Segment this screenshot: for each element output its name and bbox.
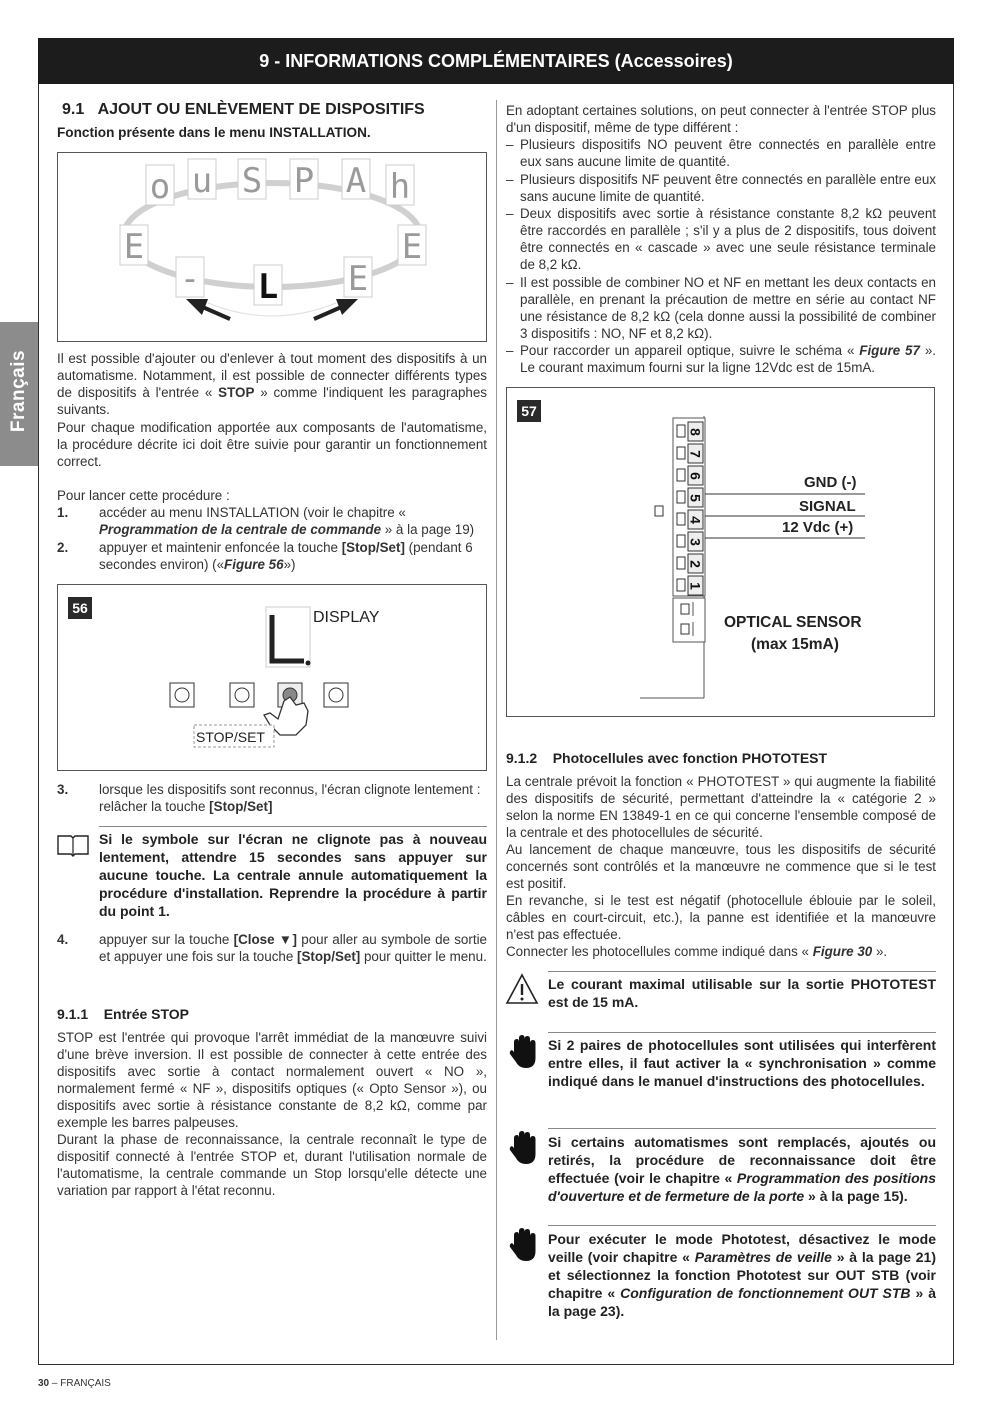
hand-sync: Si 2 paires de photocellules sont utilisées qui interfèrent entre elles, il faut activer la « synchronisation » comme indiqué dans le manuel d'instructions des photocellules.	[548, 1037, 936, 1089]
vdc-label: 12 Vdc (+)	[782, 519, 854, 536]
gnd-label: GND (-)	[804, 474, 857, 491]
hand-rule-3	[548, 1225, 936, 1226]
svg-text:6: 6	[687, 472, 704, 480]
svg-text:A: A	[345, 161, 367, 201]
display-digit-4	[290, 159, 318, 201]
display-digit-2	[188, 159, 216, 201]
section-header	[38, 38, 954, 84]
para-modification: Pour chaque modification apportée aux composants de l'automatisme, la procédure décrite ici doit être suivie pour garantir un fonctionnement correct.	[57, 420, 487, 469]
svg-text:S: S	[241, 161, 263, 201]
svg-text:8: 8	[687, 428, 704, 436]
svg-text:4: 4	[687, 516, 704, 524]
svg-text:h: h	[389, 167, 411, 207]
button-1[interactable]	[170, 683, 194, 707]
button-4[interactable]	[324, 683, 348, 707]
page-footer	[38, 1378, 111, 1389]
svg-text:E: E	[401, 227, 423, 267]
para-connect: Connecter les photocellules comme indiqué dans « Figure 30 ».	[506, 944, 888, 959]
figure-display-menu	[57, 152, 487, 342]
para-phototest: La centrale prévoit la fonction « PHOTOTEST » qui augmente la fiabilité des dispositifs de sécurité, permettant d'atteindre la « catégorie 2 » selon la norme EN 13849-1 en ce qui concerne l'ensemble composé de la centrale et des photocellules de sécurité.	[506, 774, 936, 840]
bullet-nf: – Plusieurs dispositifs NF peuvent être connectés en parallèle entre eux sans aucune limite de quantité.	[506, 172, 936, 204]
para-test-positive: Au lancement de chaque manœuvre, tous les dispositifs de sécurité concernés sont contrôlés et la manœuvre ne commence que si le test est positif.	[506, 842, 936, 891]
svg-text:u: u	[191, 161, 213, 201]
step-2: 2. appuyer et maintenir enfoncée la touche [Stop/Set] (pendant 6 secondes environ) («Figure 56»)	[57, 540, 473, 572]
optical-sensor-max: (max 15mA)	[751, 636, 839, 653]
para-stop-input: STOP est l'entrée qui provoque l'arrêt immédiat de la manœuvre suivi d'une brève inversion. Il est possible de connecter à cette entrée des dispositifs avec sortie à contact normalement ouvert « NO », normalement fermé « NF », dispositifs optiques (« Opto Sensor »), ou dispositifs avec sortie à résistance constante de 8,2 kΩ, comme par exemple les barres palpeuses.	[57, 1030, 487, 1130]
figure-56	[57, 584, 487, 771]
bullet-optical: – Pour raccorder un appareil optique, suivre le schéma « Figure 57 ». Le courant maximum fourni sur la ligne 12Vdc est de 15mA.	[506, 343, 936, 375]
svg-text:L: L	[257, 267, 279, 307]
bullet-resistance: – Deux dispositifs avec sortie à résistance constante 8,2 kΩ peuvent être raccordés en parallèle ; s'il y a plus de 2 dispositifs, tous doivent être connectés en « cascade » avec une seule résistance terminale de 8,2 kΩ.	[506, 206, 936, 272]
step-1: 1. accéder au menu INSTALLATION (voir le chapitre « Programmation de la centrale de commande » à la page 19)	[57, 505, 475, 537]
page-number: 30	[38, 1378, 50, 1389]
para-recognition: Durant la phase de reconnaissance, la centrale reconnaît le type de dispositif connecté à l'entrée STOP et, durant l'utilisation normale de l'automatisme, la centrale commande un Stop lorsqu'elle détecte une variation par rapport à l'état reconnu.	[57, 1132, 487, 1198]
display-digit-7	[120, 225, 148, 267]
svg-text:o: o	[149, 167, 171, 207]
step-4: 4. appuyer sur la touche [Close ▼] pour aller au symbole de sortie et appuyer une fois sur la touche [Stop/Set] pour quitter le menu.	[57, 932, 487, 964]
language-tab	[0, 322, 38, 466]
arrow-right-icon	[336, 299, 358, 315]
svg-text:-: -	[179, 259, 201, 299]
svg-text:7: 7	[687, 450, 704, 458]
display-digit-3	[238, 159, 266, 201]
svg-text:E: E	[347, 259, 369, 299]
figure-56-diagram	[58, 585, 486, 770]
heading-9-1-2: 9.1.2 Photocellules avec fonction PHOTOTEST	[506, 750, 828, 766]
svg-text:2: 2	[687, 560, 704, 568]
section-title: 9 - INFORMATIONS COMPLÉMENTAIRES (Accessoires)	[259, 50, 733, 71]
column-divider	[496, 100, 497, 1340]
display-digit-1	[146, 165, 174, 207]
hand-recognition: Si certains automatismes sont remplacés, ajoutés ou retirés, la procédure de reconnaissance doit être effectuée (voir le chapitre « Programmation des positions d'ouverture et de fermeture de la porte » à la page 15).	[548, 1134, 936, 1204]
footer-lang: – FRANÇAIS	[51, 1378, 111, 1389]
figure-57-diagram	[507, 388, 934, 716]
hand-rule-2	[548, 1128, 936, 1129]
heading-9-1: 9.1 AJOUT OU ENLÈVEMENT DE DISPOSITIFS	[62, 101, 425, 118]
hand-stop-icon	[508, 1034, 540, 1070]
para-start: Pour lancer cette procédure :	[57, 488, 230, 503]
bullet-combine: – Il est possible de combiner NO et NF en mettant les deux contacts en parallèle, en prenant la précaution de mettre en série au contact NF une résistance de 8,2 kΩ (cela donne aussi la possibilité de combiner 3 dispositifs : NO, NF et 8,2 kΩ).	[506, 275, 936, 341]
stop-set-label: STOP/SET	[196, 729, 265, 745]
display-digit-9	[176, 257, 204, 299]
figure-56-number: 56	[68, 597, 92, 619]
hand-stop-icon	[508, 1227, 540, 1263]
display-digit-10	[254, 265, 282, 307]
svg-text:P: P	[293, 161, 315, 201]
para-multiple-devices: En adoptant certaines solutions, on peut connecter à l'entrée STOP plus d'un dispositif, même de type différent :	[506, 103, 936, 135]
svg-text:3: 3	[687, 538, 704, 546]
para-test-negative: En revanche, si le test est négatif (photocellule éblouie par le soleil, câbles en court-circuit, etc.), la panne est identifiée et la manœuvre n'est pas effectuée.	[506, 893, 936, 942]
display-menu-diagram	[58, 153, 486, 341]
step-3: 3. lorsque les dispositifs sont reconnus, l'écran clignote lentement : relâcher la touche [Stop/Set]	[57, 782, 481, 814]
hand-rule-1	[548, 1032, 936, 1033]
display-digit-5	[342, 159, 370, 201]
optical-sensor-label: OPTICAL SENSOR	[724, 614, 862, 631]
svg-text:1: 1	[687, 582, 704, 590]
arrow-left-icon	[186, 299, 208, 315]
note-rule-1	[99, 826, 487, 827]
display-digit-11	[344, 257, 372, 299]
hand-stop-icon	[508, 1130, 540, 1166]
warn-current: Le courant maximal utilisable sur la sortie PHOTOTEST est de 15 mA.	[548, 976, 936, 1010]
display-digit-8	[398, 225, 426, 267]
bullet-no: – Plusieurs dispositifs NO peuvent être connectés en parallèle entre eux sans aucune limite de quantité.	[506, 137, 936, 169]
display-dot	[306, 661, 311, 666]
svg-text:5: 5	[687, 494, 704, 502]
display-label: DISPLAY	[313, 609, 380, 626]
warning-icon	[505, 973, 539, 1005]
button-2[interactable]	[230, 683, 254, 707]
hand-phototest: Pour exécuter le mode Phototest, désactivez le mode veille (voir chapitre « Paramètres de veille » à la page 21) et sélectionnez la fonction Phototest sur OUT STB (voir chapitre « Configuration de fonctionnement OUT STB » à la page 23).	[548, 1231, 936, 1319]
book-icon	[56, 832, 90, 858]
warn-rule	[548, 971, 936, 972]
display-digit-6	[386, 165, 414, 207]
figure-57	[506, 387, 935, 717]
para-intro: Il est possible d'ajouter ou d'enlever à tout moment des dispositifs à un automatisme. Notamment, il est possible de connecter différents types de dispositifs à l'entrée « STOP » comme l'indiquent les paragraphes suivants.	[57, 351, 487, 417]
svg-text:E: E	[123, 227, 145, 267]
note-blink: Si le symbole sur l'écran ne clignote pas à nouveau lentement, attendre 15 secondes sans appuyer sur aucune touche. La centrale annule automatiquement la procédure d'installation. Reprendre la procédure à partir du point 1.	[99, 831, 487, 919]
language-tab-label: Français	[8, 349, 29, 433]
signal-label: SIGNAL	[799, 498, 856, 515]
subheading-9-1: Fonction présente dans le menu INSTALLATION.	[57, 125, 371, 140]
heading-9-1-1: 9.1.1 Entrée STOP	[57, 1006, 190, 1022]
figure-57-number: 57	[517, 400, 541, 422]
